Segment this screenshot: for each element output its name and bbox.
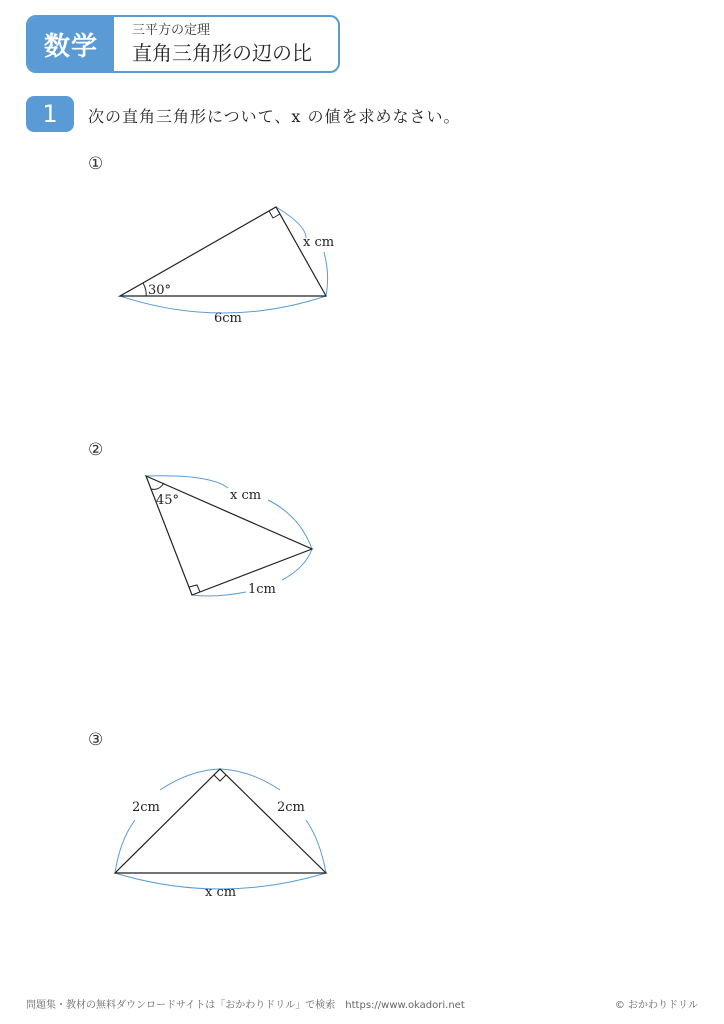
arc-leg-2-upper xyxy=(282,549,312,580)
problem-3-number: ③ xyxy=(88,730,104,750)
triangle-3-outline xyxy=(115,769,326,873)
hypotenuse-label-2: x cm xyxy=(230,488,262,503)
subject-badge: 数学 xyxy=(28,17,114,71)
right-angle-mark-3 xyxy=(214,775,226,781)
left-side-label-3: 2cm xyxy=(132,800,160,815)
footer-copyright: © おかわりドリル xyxy=(614,1000,698,1011)
triangle-2 xyxy=(146,476,312,597)
hypotenuse-label-1: 6cm xyxy=(214,311,242,326)
triangle-1 xyxy=(120,207,334,326)
leg-label-1: x cm xyxy=(303,235,335,250)
footer-site-info: 問題集・教材の無料ダウンロードサイトは「おかわりドリル」で検索 https://www.okadori.net xyxy=(26,1000,465,1011)
problem-1-number: ① xyxy=(88,154,104,174)
angle-arc-2 xyxy=(151,483,164,489)
arc-leg-2-lower xyxy=(192,592,246,596)
arc-leg-1-lower xyxy=(324,252,328,296)
triangle-3 xyxy=(115,769,326,900)
question-number-badge: 1 xyxy=(26,96,74,132)
angle-label-2: 45° xyxy=(156,493,180,508)
arc-hypotenuse-2-lower xyxy=(268,500,312,549)
problem-2-number: ② xyxy=(88,440,104,460)
arc-right-3-lower xyxy=(306,820,326,873)
right-side-label-3: 2cm xyxy=(277,800,305,815)
arc-left-3-upper xyxy=(160,769,220,790)
base-label-3: x cm xyxy=(205,885,237,900)
question-instruction: 次の直角三角形について、x の値を求めなさい。 xyxy=(88,107,461,126)
arc-right-3-upper xyxy=(220,769,280,790)
header-subtitle: 三平方の定理 xyxy=(132,23,211,38)
arc-left-3-lower xyxy=(115,820,135,873)
header-title: 直角三角形の辺の比 xyxy=(132,41,312,65)
leg-label-2: 1cm xyxy=(248,582,276,597)
angle-label-1: 30° xyxy=(148,283,172,298)
angle-arc-1 xyxy=(143,283,146,296)
